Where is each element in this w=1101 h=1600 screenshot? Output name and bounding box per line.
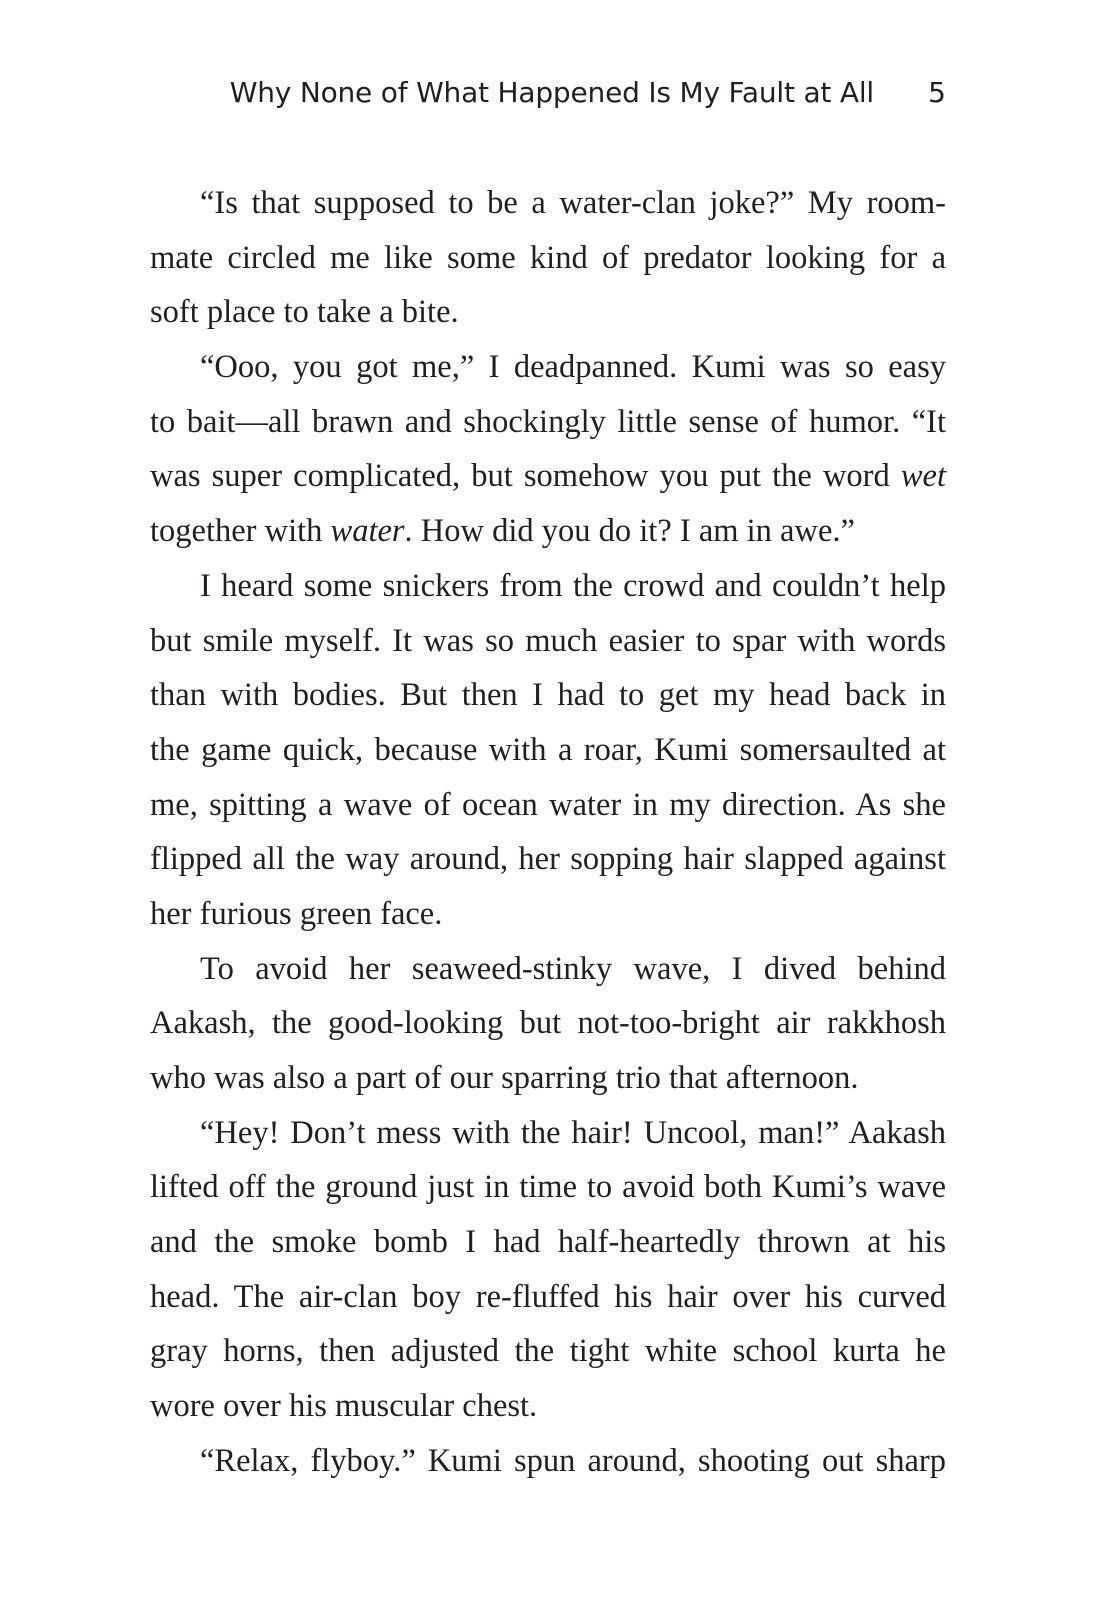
text-line: flipped all the way around, her sopping hair slapped against bbox=[150, 841, 946, 878]
text-line: to bait—all brawn and shockingly little sense of humor. “It bbox=[150, 403, 946, 440]
text-line: Aakash, the good-looking but not-too-bright air rakkhosh bbox=[150, 1005, 946, 1042]
page-number: 5 bbox=[928, 76, 946, 109]
text-run: . How did you do it? I am in awe.” bbox=[404, 513, 855, 550]
text-run: together with bbox=[150, 513, 331, 550]
running-header bbox=[150, 70, 946, 116]
text-line: lifted off the ground just in time to avoid both Kumi’s wave bbox=[150, 1169, 946, 1206]
text-line: “Ooo, you got me,” I deadpanned. Kumi was so easy bbox=[200, 349, 946, 386]
body-text bbox=[150, 176, 946, 1489]
text-line: “Is that supposed to be a water-clan joke?” My room- bbox=[200, 185, 946, 221]
text-line: but smile myself. It was so much easier to spar with words bbox=[150, 622, 946, 659]
text-line bbox=[150, 504, 946, 559]
text-line: mate circled me like some kind of predator looking for a bbox=[150, 239, 946, 276]
text-line: the game quick, because with a roar, Kumi somersaulted at bbox=[150, 731, 946, 768]
text-line: me, spitting a wave of ocean water in my direction. As she bbox=[150, 786, 946, 823]
italic-word: water bbox=[330, 513, 405, 550]
text-run: was super complicated, but somehow you put the word bbox=[150, 458, 901, 495]
italic-word: wet bbox=[900, 458, 946, 495]
text-line: her furious green face. bbox=[150, 895, 443, 932]
text-line bbox=[150, 449, 946, 504]
text-line: gray horns, then adjusted the tight white school kurta he bbox=[150, 1333, 946, 1370]
text-line: head. The air-clan boy re-fluffed his hair over his curved bbox=[150, 1278, 946, 1315]
text-line: than with bodies. But then I had to get my head back in bbox=[150, 677, 946, 714]
text-line: I heard some snickers from the crowd and couldn’t help bbox=[200, 567, 946, 604]
text-line: and the smoke bomb I had half-heartedly thrown at his bbox=[150, 1224, 946, 1261]
text-line: who was also a part of our sparring trio that afternoon. bbox=[150, 1060, 859, 1096]
text-line: wore over his muscular chest. bbox=[150, 1388, 538, 1425]
text-line: soft place to take a bite. bbox=[150, 294, 459, 331]
text-line: To avoid her seaweed-stinky wave, I dived behind bbox=[200, 950, 946, 987]
text-line: “Relax, flyboy.” Kumi spun around, shooting out sharp bbox=[200, 1442, 946, 1479]
running-head-title: Why None of What Happened Is My Fault at All bbox=[229, 76, 874, 109]
text-line: “Hey! Don’t mess with the hair! Uncool, man!” Aakash bbox=[200, 1114, 946, 1151]
